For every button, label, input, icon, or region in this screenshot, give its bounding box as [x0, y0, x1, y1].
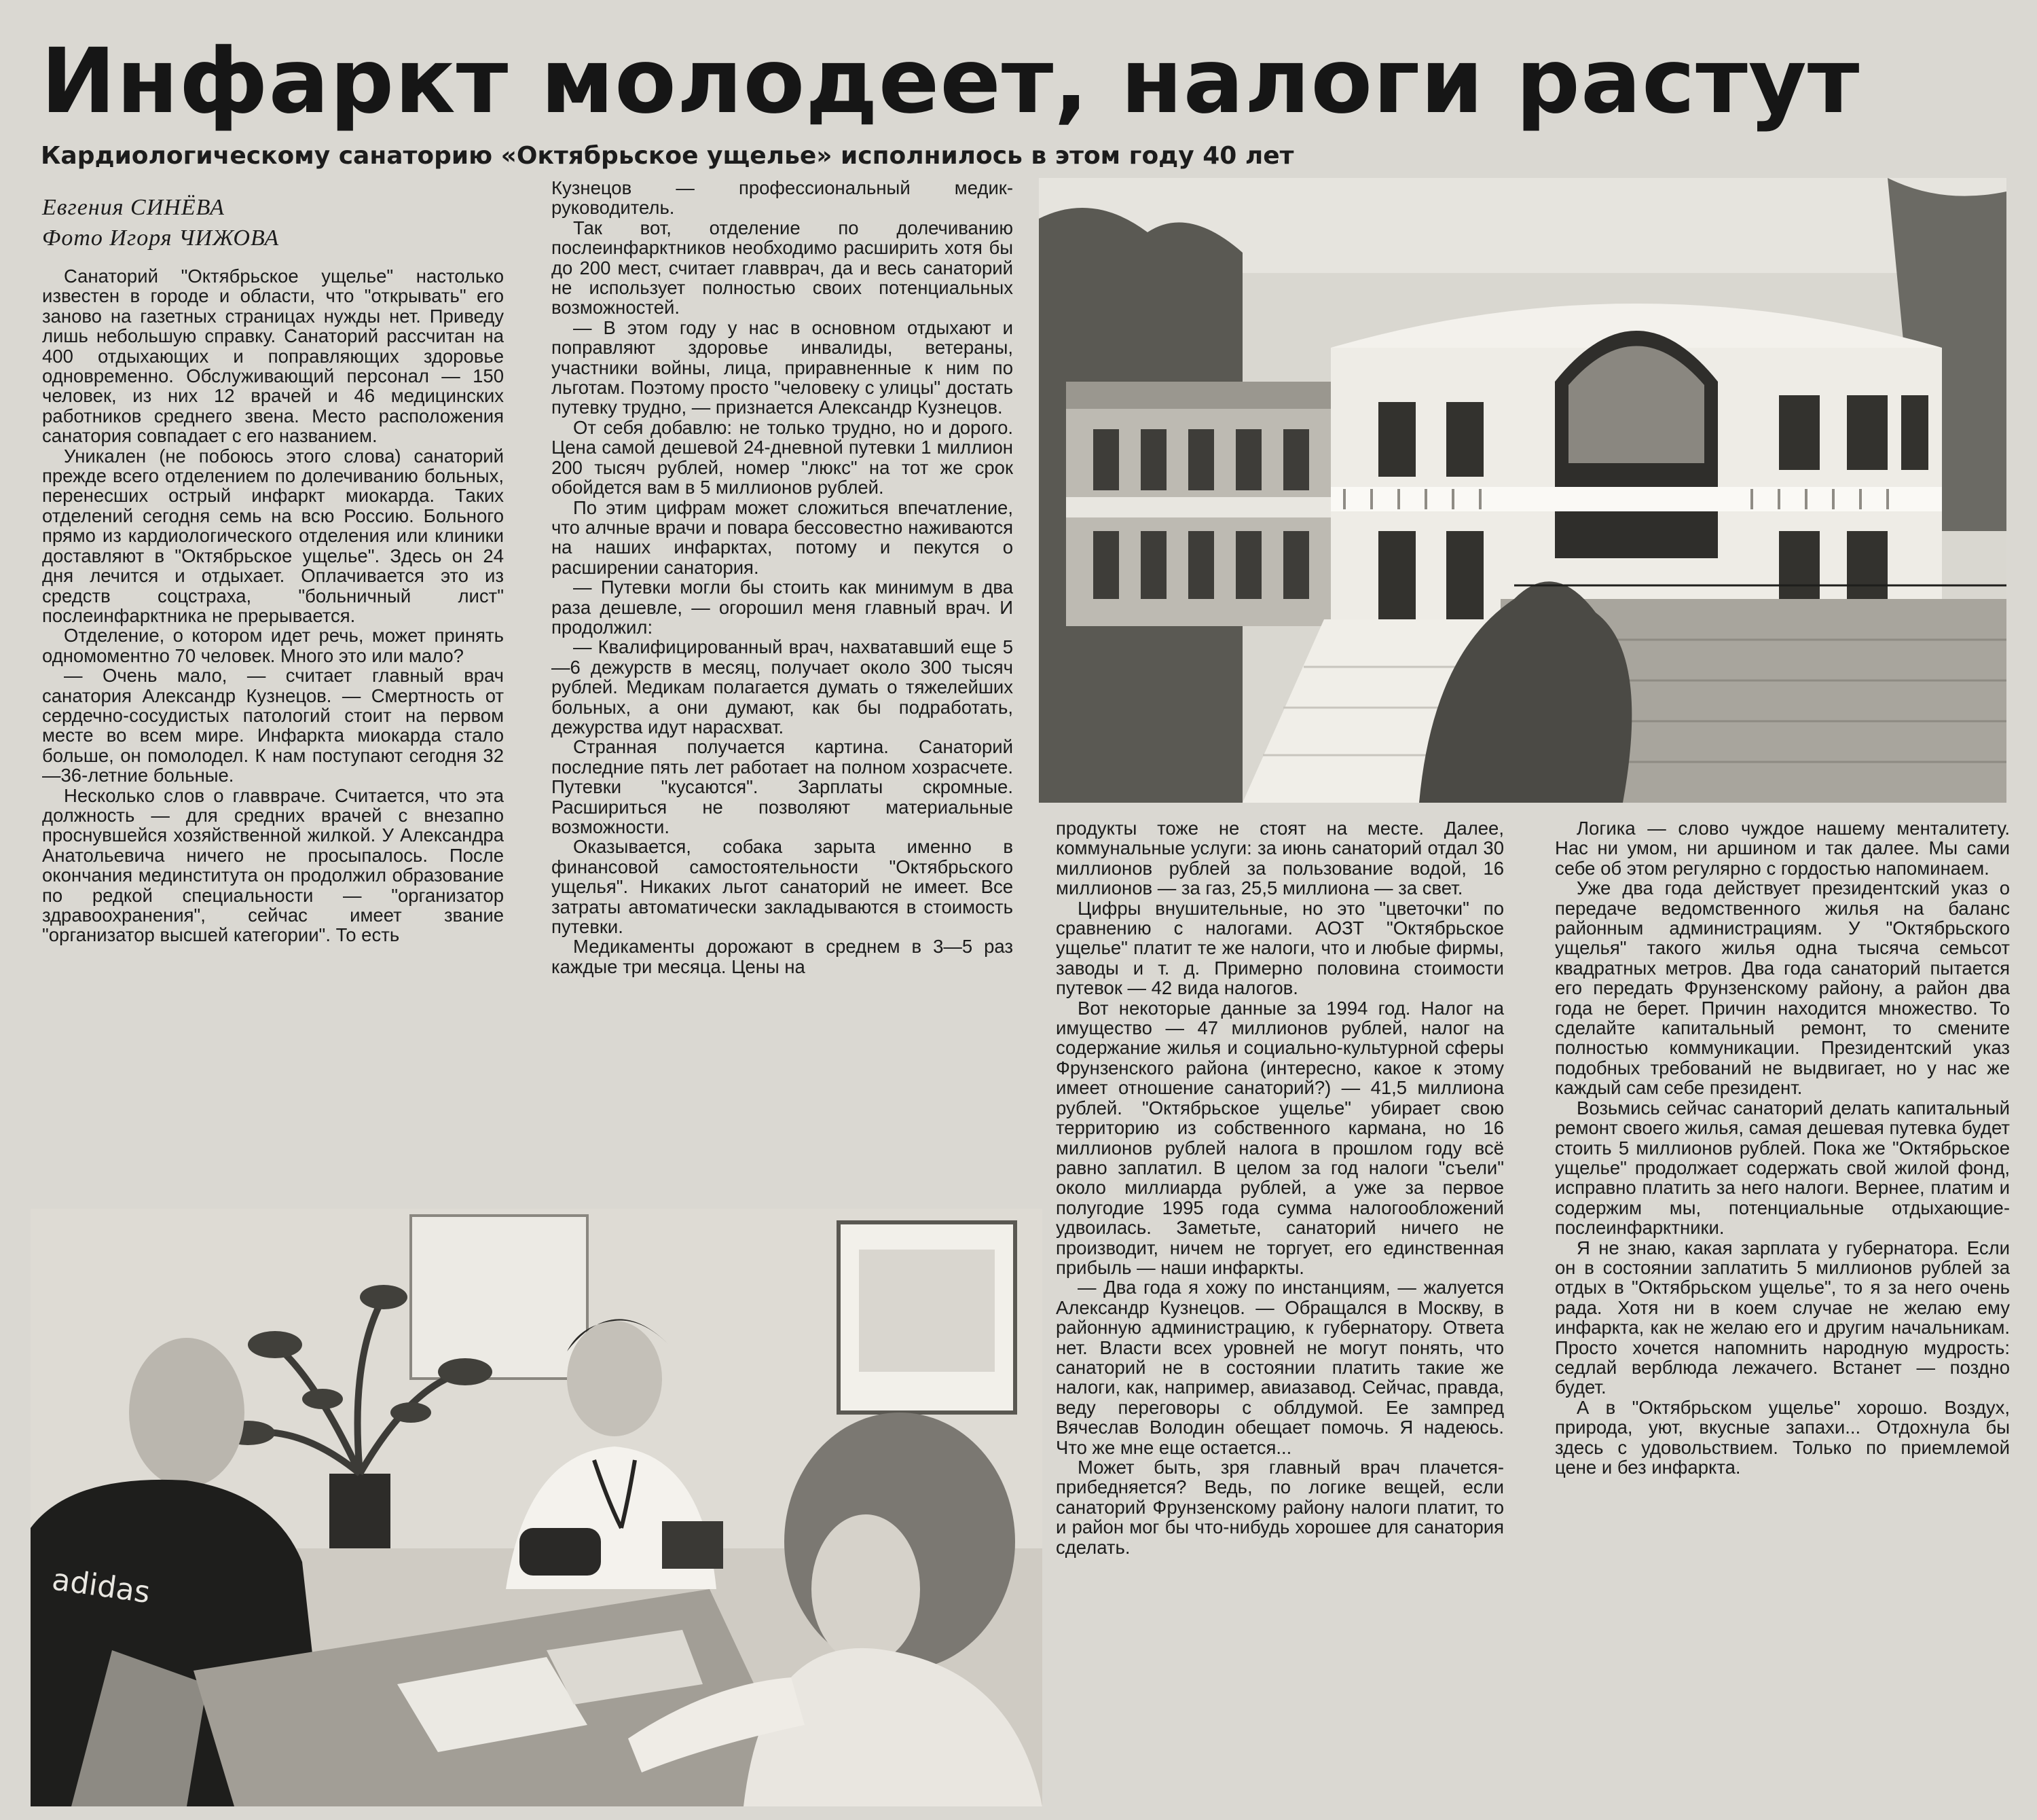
paragraph: Уже два года действует президентский указ о передаче ведомственного жилья на баланс районным администрациям. У "Октябрьского ущелья" такого жилья одна тысяча семьсот квадратных метров. Два года санаторий пытается его передать Фрунзенскому району, а район два года не берет. Причин находится множество. То сделайте капитальный ремонт, то смените полностью коммуникации. Президентский указ подобных требований не выдвигает, но у нас же каждый сам себе президент. [1555, 877, 2010, 1099]
article-column-1 [42, 266, 504, 945]
paragraph: Странная получается картина. Санаторий последние пять лет работает на полном хозрасчете. Путевки "кусаются". Зарплаты скромные. Расшириться не позволяют материальные возможности. [551, 736, 1013, 837]
paragraph: Несколько слов о главвраче. Считается, что эта должность — для средних врачей с внезапно проснувшейся хозяйственной жилкой. У Александра Анатольевича ничего не просыпалось. После окончания мединститута он продолжил образование по редкой специальности — "организатор здравоохранения", сейчас имеет звание "организатор высшей категории". То есть [42, 784, 504, 946]
paragraph: — Путевки могли бы стоить как минимум в два раза дешевле, — огорошил меня главный врач. И продолжил: [551, 577, 1013, 638]
paragraph: Я не знаю, какая зарплата у губернатора. Если он в состоянии заплатить 5 миллионов рублей за отдых в "Октябрьском ущелье", то я за него очень рада. Хотя ни в коем случае не желаю ему инфаркта, как не желаю его и другим начальникам. Просто хочется напомнить народную мудрость: седлай верблюда лежачего. Встанет — поздно будет. [1555, 1237, 2010, 1398]
paragraph: — Очень мало, — считает главный врач санатория Александр Кузнецов. — Смертность от сердечно-сосудистых патологий стоит на первом месте во всем мире. Инфаркта миокарда стало больше, он помолодел. К нам поступают сегодня 32—36-летние больные. [42, 665, 504, 786]
adidas-shirt-logo: adidas [50, 1562, 153, 1611]
paragraph: Возьмись сейчас санаторий делать капитальный ремонт своего жилья, самая дешевая путевка будет стоить 5 миллионов рублей. Пока же "Октябрьское ущелье" продолжает содержать свой жилой фонд, исправно платить за него налоги. Вернее, платим и содержим мы, потенциальные отдыхающие-послеинфарктники. [1555, 1097, 2010, 1239]
paragraph: А в "Октябрьском ущелье" хорошо. Воздух, природа, уют, вкусные запахи... Отдохнула бы здесь с удовольствием. Только по приемлемой цене и без инфаркта. [1555, 1396, 2010, 1478]
paragraph: Отделение, о котором идет речь, может принять одномоментно 70 человек. Много это или мало? [42, 625, 504, 666]
paragraph: Кузнецов — профессиональный медик-руководитель. [551, 177, 1013, 219]
paragraph: — В этом году у нас в основном отдыхают и поправляют здоровье инвалиды, ветераны, участники войны, лица, приравненные к ним по льготам. Поэтому просто "человеку с улицы" достать путевку трудно, — признается Александр Кузнецов. [551, 316, 1013, 418]
paragraph: Логика — слово чуждое нашему менталитету. Нас ни умом, ни аршином и так далее. Мы сами себе об этом регулярно с гордостью напоминаем. [1555, 818, 2010, 879]
paragraph: Вот некоторые данные за 1994 год. Налог на имущество — 47 миллионов рублей, налог на содержание жилья и социально-культурной сферы Фрунзенского района (интересно, какое к этому имеет отношение санаторий?) — 41,5 миллиона рублей. "Октябрьское ущелье" убирает свою территорию из собственного кармана, но 16 миллионов рублей налога в прошлом году всё равно заплатил. В целом за год налоги "съели" около миллиарда рублей, а уже за первое полугодие 1995 года сумма налогообложений удвоилась. Заметьте, санаторий ничего не производит, ничем не торгует, его единственная прибыль — наши инфаркты. [1056, 997, 1504, 1278]
paragraph: — Квалифицированный врач, нахватавший еще 5—6 дежурств в месяц, получает около 300 тысяч рублей. Медикам полагается думать о тяжелейших больных, а они думают, как бы подработать, дежурства идут нарасхват. [551, 636, 1013, 738]
article-headline: Инфаркт молодеет, налоги растут [41, 29, 1860, 134]
paragraph: — Два года я хожу по инстанциям, — жалуется Александр Кузнецов. — Обращался в Москву, в районную администрацию, к губернатору. Ответа нет. Власти всех уровней не могут понять, что санаторий не в состоянии платить такие же налоги, как, например, авиазавод. Сейчас, правда, веду переговоры с облдумой. Ее зампред Вячеслав Володин обещает помочь. Я надеюсь. Что же мне еще остается... [1056, 1277, 1504, 1458]
article-column-3 [1056, 818, 1504, 1557]
article-subheadline: Кардиологическому санаторию «Октябрьское ущелье» исполнилось в этом году 40 лет [41, 142, 1294, 170]
paragraph: Цифры внушительные, но это "цветочки" по сравнению с налогами. АОЗТ "Октябрьское ущелье" платит те же налоги, что и любые фирмы, заводы и т. д. Примерно половина стоимости путевок — 42 вида налогов. [1056, 897, 1504, 999]
photographer-byline: Фото Игоря ЧИЖОВА [42, 225, 280, 251]
paragraph: Оказывается, собака зарыта именно в финансовой самостоятельности "Октябрьского ущелья". Никаких льгот санаторий не имеет. Все затраты автоматически закладываются в стоимость путевки. [551, 836, 1013, 938]
paragraph: Уникален (не побоюсь этого слова) санаторий прежде всего отделением по долечиванию больных, перенесших острый инфаркт миокарда. Таких отделений сегодня семь на всю Россию. Больного прямо из кардиологического отделения или клиники доставляют в "Октябрьское ущелье". Здесь он 24 дня лечится и отдыхает. Оплачивается это из средств соцстраха, "больничный лист" послеинфарктника не прерывается. [42, 445, 504, 626]
author-byline: Евгения СИНЁВА [42, 195, 225, 220]
paragraph: Может быть, зря главный врач плачется-прибедняется? Ведь, по логике вещей, если санаторий Фрунзенскому району налоги платит, то и район мог бы что-нибудь хорошее для санатория сделать. [1056, 1457, 1504, 1558]
paragraph: От себя добавлю: не только трудно, но и дорого. Цена самой дешевой 24-дневной путевки 1 миллион 200 тысяч рублей, номер "люкс" на тот же срок обойдется вам в 5 миллионов рублей. [551, 416, 1013, 498]
sanatorium-building-photo [1039, 178, 2006, 803]
clinic-scene-photo [31, 1209, 1042, 1806]
article-column-2 [551, 178, 1013, 977]
article-column-4 [1555, 818, 2010, 1477]
paragraph: По этим цифрам может сложиться впечатление, что алчные врачи и повара бессовестно наживаются на наших инфарктах, потому и пекутся о расширении санатория. [551, 496, 1013, 578]
paragraph: Так вот, отделение по долечиванию послеинфарктников необходимо расширить хотя бы до 200 мест, считает главврач, да и весь санаторий не использует полностью своих потенциальных возможностей. [551, 217, 1013, 318]
paragraph: Медикаменты дорожают в среднем в 3—5 раз каждые три месяца. Цены на [551, 936, 1013, 977]
paragraph: продукты тоже не стоят на месте. Далее, коммунальные услуги: за июнь санаторий отдал 30 миллионов рублей за пользование водой, 16 миллионов — за газ, 25,5 миллиона — за свет. [1056, 818, 1504, 899]
paragraph: Санаторий "Октябрьское ущелье" настолько известен в городе и области, что "открывать" его заново на газетных страницах нужды нет. Приведу лишь небольшую справку. Санаторий рассчитан на 400 отдыхающих и поправляющих здоровье одновременно. Обслуживающий персонал — 150 человек, из них 12 врачей и 46 медицинских работников среднего звена. Место расположения санатория совпадает с его названием. [42, 266, 504, 447]
